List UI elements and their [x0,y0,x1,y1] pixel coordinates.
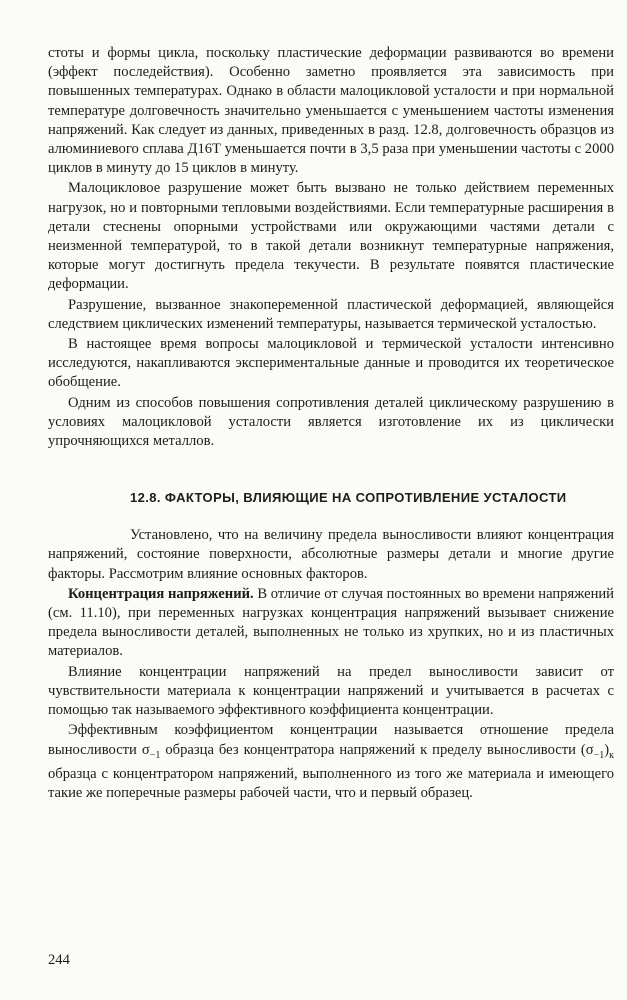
paragraph-hardening-metals: Одним из способов повышения сопротивления деталей циклическому разрушению в условиях малоцикловой усталости является изготовление их из циклически упрочняющихся металлов. [48,394,614,450]
definition-subscript-1: −1 [149,749,161,761]
definition-part-3: ) [604,741,610,758]
page-body [48,44,614,803]
paragraph-section-intro: Установлено, что на величину предела выносливости влияют концентрация напряжений, состояние поверхности, абсолютные размеры детали и многие другие факторы. Рассмотрим влияние основных факторов. [48,527,614,582]
section-heading: 12.8. ФАКТОРЫ, ВЛИЯЮЩИЕ НА СОПРОТИВЛЕНИЕ УСТАЛОСТИ [130,490,567,506]
paragraph-low-cycle-fracture: Малоцикловое разрушение может быть вызвано не только действием переменных нагрузок, но и повторными тепловыми воздействиями. Если температурные расширения в детали стеснены опорными устройствами или окружающими частями детали с неизменной температурой, то в такой детали возникнут температурные напряжения, которые могут достигнуть предела текучести. В результате появятся пластические деформации. [48,180,614,293]
definition-part-4: образца с концентратором напряжений, выполненного из того же материала и имеющего такие же поперечные размеры рабочей части, что и первый образец. [48,765,614,801]
term-stress-concentration: Концентрация напряжений. [68,585,254,602]
paragraph-effective-coefficient [48,721,614,803]
paragraph-thermal-fatigue: Разрушение, вызванное знакопеременной пластической деформацией, являющейся следствием циклических изменений температуры, называется термической усталостью. [48,296,614,332]
paragraph-continuation: стоты и формы цикла, поскольку пластические деформации развиваются во времени (эффект последействия). Особенно заметно проявляется эта зависимость при повышенных температурах. Однако в области малоцикловой усталости и при нормальной температуре долговечность значительно уменьшается с уменьшением частоты изменения напряжений. Как следует из данных, приведенных в разд. 12.8, долговечность образцов из алюминиевого сплава Д16Т уменьшается почти в 3,5 раза при уменьшении частоты с 2000 циклов в минуту до 15 циклов в минуту. [48,45,614,177]
stress-concentration-text: В отличие от случая постоянных во времени напряжений (см. 11.10), при переменных нагрузках концентрация напряжений вызывает снижение предела выносливости деталей, выполненных не только из хрупких, но и из пластичных материалов. [48,585,614,660]
definition-subscript-3: к [609,749,615,761]
paragraph-stress-concentration [48,585,614,662]
definition-subscript-2: −1 [593,749,605,761]
paragraph-research: В настоящее время вопросы малоцикловой и термической усталости интенсивно исследуются, накапливаются экспериментальные данные и проводится их теоретическое обобщение. [48,336,614,391]
page-number: 244 [48,952,70,968]
paragraph-concentration-influence: Влияние концентрации напряжений на предел выносливости зависит от чувствительности материала к концентрации напряжений и учитывается в расчетах с помощью так называемого эффективного коэффициента концентрации. [48,663,614,719]
definition-part-1: Эффективным коэффициентом концентрации называется отношение предела выносливости σ [48,722,614,758]
definition-part-2: образца без концентратора напряжений к пределу выносливости (σ [160,741,594,758]
